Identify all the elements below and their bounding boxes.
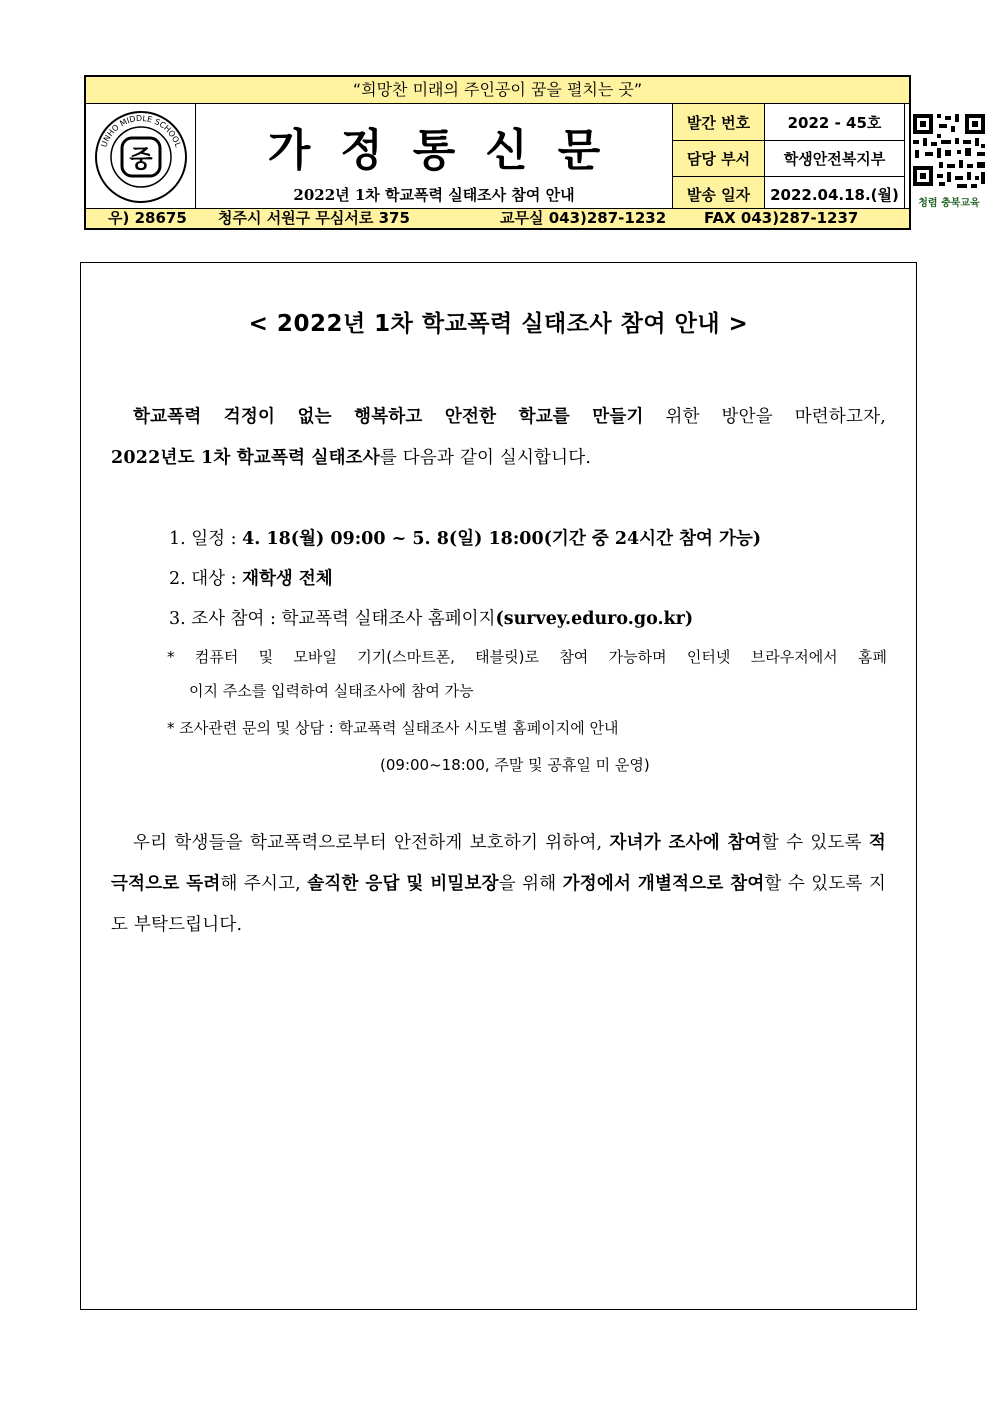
schedule-label: 1. 일정 : bbox=[169, 529, 243, 549]
header-main-row bbox=[86, 104, 980, 211]
send-date-value: 2022.04.18.(월) bbox=[765, 177, 905, 211]
intro-bold-1: 학교폭력 걱정이 없는 행복하고 안전한 학교를 만들기 bbox=[133, 407, 644, 427]
newsletter-subtitle: 2022년 1차 학교폭력 실태조사 참여 안내 bbox=[293, 186, 575, 204]
document-body bbox=[80, 262, 917, 1310]
issue-number-label: 발간 번호 bbox=[673, 104, 765, 140]
department-row bbox=[673, 140, 905, 176]
intro-paragraph bbox=[111, 397, 886, 479]
school-motto: “희망찬 미래의 주인공이 꿈을 펼치는 곳” bbox=[86, 77, 909, 104]
closing-paragraph bbox=[111, 823, 886, 946]
logo-glyph: 중 bbox=[129, 145, 153, 173]
issue-number-value: 2022 - 45호 bbox=[765, 104, 905, 140]
school-address: 청주시 서원구 무심서로 375 bbox=[218, 209, 410, 227]
issue-info-table bbox=[673, 104, 905, 211]
department-label: 담당 부서 bbox=[673, 141, 765, 176]
note-hours: (09:00~18:00, 주말 및 공휴일 미 운영) bbox=[380, 756, 650, 774]
office-phone: 교무실 043)287-1232 bbox=[500, 209, 667, 227]
fax-number: FAX 043)287-1237 bbox=[704, 209, 859, 227]
closing-text-i: 할 수 있도록 지도 부탁드립니다. bbox=[111, 874, 886, 935]
qr-cell bbox=[905, 104, 992, 211]
title-cell bbox=[196, 104, 673, 211]
participation-label: 3. 조사 참여 : 학교폭력 실태조사 홈페이지 bbox=[169, 609, 496, 629]
document-title: < 2022년 1차 학교폭력 실태조사 참여 안내 > bbox=[248, 311, 749, 337]
send-date-row bbox=[673, 176, 905, 211]
note-device-cont: 이지 주소를 입력하여 실태조사에 참여 가능 bbox=[189, 682, 474, 700]
target-value: 재학생 전체 bbox=[242, 569, 333, 589]
intro-text-1: 위한 방안을 마련하고자, bbox=[643, 407, 886, 427]
svg-text:UNHO MIDDLE SCHOOL bbox=[100, 114, 183, 149]
qr-caption: 청렴 충북교육 bbox=[918, 198, 980, 209]
survey-url-link[interactable]: (survey.eduro.go.kr) bbox=[495, 609, 694, 629]
postal-code: 우) 28675 bbox=[108, 209, 187, 227]
issue-number-row bbox=[673, 104, 905, 140]
closing-bold-h: 가정에서 개별적으로 참여 bbox=[562, 874, 765, 894]
qr-code-icon[interactable] bbox=[905, 106, 992, 194]
logo-ring-text: UNHO MIDDLE SCHOOL bbox=[99, 113, 183, 149]
send-date-label: 발송 일자 bbox=[673, 177, 765, 211]
closing-text-g: 을 위해 bbox=[498, 874, 563, 894]
newsletter-header bbox=[84, 75, 980, 230]
intro-bold-2: 2022년도 1차 학교폭력 실태조사 bbox=[111, 448, 380, 468]
department-value: 학생안전복지부 bbox=[765, 141, 905, 176]
closing-bold-d: 적극적으로 독려 bbox=[111, 833, 886, 894]
intro-text-2: 를 다음과 같이 실시합니다. bbox=[379, 448, 592, 468]
closing-text-a: 우리 학생들을 학교폭력으로부터 안전하게 보호하기 위하여, bbox=[133, 833, 610, 853]
school-logo-cell bbox=[86, 104, 196, 211]
closing-bold-b: 자녀가 조사에 참여 bbox=[609, 833, 762, 853]
closing-text-c: 할 수 있도록 bbox=[761, 833, 869, 853]
schedule-value: 4. 18(월) 09:00 ~ 5. 8(일) 18:00(기간 중 24시간 참여 가능) bbox=[242, 529, 762, 549]
participation-item bbox=[169, 605, 693, 630]
closing-bold-f: 솔직한 응답 및 비밀보장 bbox=[307, 874, 499, 894]
note-device: * 컴퓨터 및 모바일 기기(스마트폰, 태블릿)로 참여 가능하며 인터넷 브라우저에서 홈페 bbox=[167, 648, 887, 666]
note-inquiry: * 조사관련 문의 및 상담 : 학교폭력 실태조사 시도별 홈페이지에 안내 bbox=[167, 719, 619, 737]
target-label: 2. 대상 : bbox=[169, 569, 243, 589]
target-item bbox=[169, 565, 333, 590]
newsletter-title: 가정통신문 bbox=[267, 125, 631, 176]
schedule-item bbox=[169, 525, 761, 550]
school-logo-icon bbox=[86, 104, 196, 211]
closing-text-e: 해 주시고, bbox=[220, 874, 308, 894]
contact-bar bbox=[86, 208, 909, 228]
